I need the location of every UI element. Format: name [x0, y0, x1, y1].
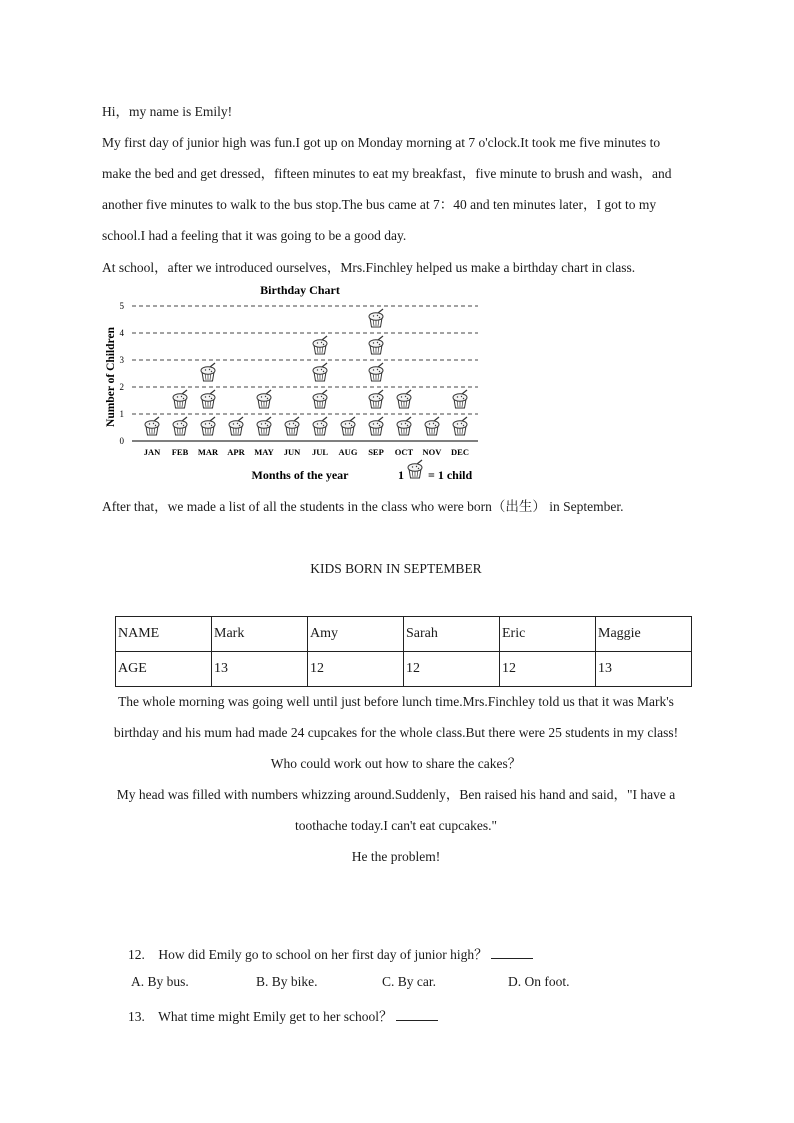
story-line: My head was filled with numbers whizzing around.Suddenly，Ben raised his hand and said，"I have a: [116, 787, 676, 802]
cupcake-mark: [397, 417, 411, 435]
cupcake-mark: [369, 390, 383, 408]
question-13: [128, 1005, 438, 1025]
option-a[interactable]: A. By bus.: [131, 974, 189, 989]
passage-line: school.I had a feeling that it was going to be a good day.: [102, 228, 407, 243]
table-cell: Amy: [308, 617, 404, 652]
option-b[interactable]: B. By bike.: [256, 974, 318, 989]
story-line: toothache today.I can't eat cupcakes.": [295, 818, 497, 833]
table-cell: NAME: [116, 617, 212, 652]
x-tick-label: MAY: [254, 447, 274, 457]
cupcake-mark: [397, 390, 411, 408]
x-tick-label: JAN: [143, 447, 161, 457]
y-tick-label: 0: [119, 436, 124, 446]
cupcake-mark: [369, 363, 383, 381]
x-axis-label: Months of the year: [251, 468, 349, 482]
table-row: [116, 652, 692, 687]
question-12: [128, 943, 533, 963]
table-title: KIDS BORN IN SEPTEMBER: [310, 561, 482, 576]
cupcake-mark: [369, 309, 383, 327]
x-tick-label: JUL: [311, 447, 329, 457]
x-tick-label: MAR: [197, 447, 219, 457]
table-cell: Maggie: [596, 617, 692, 652]
cupcake-mark: [257, 390, 271, 408]
x-tick-label: AUG: [338, 447, 358, 457]
table-cell: 12: [308, 652, 404, 687]
cupcake-mark: [257, 417, 271, 435]
greeting: Hi，my name is Emily!: [102, 104, 233, 119]
cupcake-mark: [313, 390, 327, 408]
table-cell: 12: [404, 652, 500, 687]
story-line: The whole morning was going well until just before lunch time.Mrs.Finchley told us that it was Mark's: [118, 694, 674, 709]
answer-blank[interactable]: [491, 946, 533, 959]
cupcake-mark: [453, 390, 467, 408]
cupcake-mark: [313, 417, 327, 435]
cupcake-mark: [229, 417, 243, 435]
cupcake-mark: [341, 417, 355, 435]
cupcake-mark: [313, 363, 327, 381]
y-tick-label: 1: [119, 409, 124, 419]
legend-count: 1: [398, 468, 404, 482]
x-tick-label: DEC: [451, 447, 469, 457]
after-chart-text: After that，we made a list of all the students in the class who were born（出生） in September.: [102, 499, 624, 514]
passage-line: My first day of junior high was fun.I got up on Monday morning at 7 o'clock.It took me five minutes to: [102, 135, 661, 150]
cupcake-mark: [285, 417, 299, 435]
cupcake-mark: [453, 417, 467, 435]
cupcake-mark: [173, 417, 187, 435]
passage-line: At school，after we introduced ourselves，Mrs.Finchley helped us make a birthday chart in class.: [102, 260, 636, 275]
cupcake-mark: [201, 417, 215, 435]
x-tick-label: SEP: [368, 447, 384, 457]
y-tick-label: 3: [119, 355, 124, 365]
chart-title: Birthday Chart: [260, 283, 340, 297]
cupcake-mark: [425, 417, 439, 435]
y-tick-label: 2: [119, 382, 124, 392]
story-line: Who could work out how to share the cakes？: [270, 756, 522, 771]
question-text: What time might Emily get to her school？: [158, 1009, 393, 1024]
question-number: 12.: [128, 947, 145, 962]
option-c[interactable]: C. By car.: [382, 974, 436, 989]
chart-legend: = 1 child: [428, 468, 473, 482]
y-tick-label: 5: [119, 301, 124, 311]
cupcake-mark: [173, 390, 187, 408]
answer-blank[interactable]: [396, 1008, 438, 1021]
cupcake-mark: [201, 390, 215, 408]
passage-line: another five minutes to walk to the bus stop.The bus came at 7：40 and ten minutes later，I got to my: [102, 197, 657, 212]
y-axis-label: Number of Children: [105, 327, 117, 427]
passage-line: make the bed and get dressed，fifteen minutes to eat my breakfast，five minute to brush and wash，and: [102, 166, 672, 181]
cupcake-mark: [313, 336, 327, 354]
cupcake-mark: [369, 336, 383, 354]
y-tick-label: 4: [119, 328, 124, 338]
question-text: How did Emily go to school on her first day of junior high？: [158, 947, 488, 962]
x-tick-label: JUN: [283, 447, 301, 457]
table-row: [116, 617, 692, 652]
x-tick-label: APR: [227, 447, 245, 457]
birthday-chart: [100, 282, 490, 487]
september-table: [115, 616, 692, 687]
story-line: birthday and his mum had made 24 cupcakes for the whole class.But there were 25 students in my class!: [113, 725, 679, 740]
x-tick-label: OCT: [394, 447, 414, 457]
legend-cupcake-icon: [408, 460, 422, 478]
x-tick-label: FEB: [171, 447, 189, 457]
table-cell: 13: [212, 652, 308, 687]
table-cell: 12: [500, 652, 596, 687]
table-cell: Mark: [212, 617, 308, 652]
cupcake-mark: [145, 417, 159, 435]
table-cell: AGE: [116, 652, 212, 687]
story-line: He the problem!: [351, 849, 441, 864]
table-cell: 13: [596, 652, 692, 687]
x-tick-label: NOV: [422, 447, 442, 457]
cupcake-mark: [201, 363, 215, 381]
cupcake-mark: [369, 417, 383, 435]
option-d[interactable]: D. On foot.: [508, 974, 570, 989]
question-number: 13.: [128, 1009, 145, 1024]
table-cell: Sarah: [404, 617, 500, 652]
table-cell: Eric: [500, 617, 596, 652]
